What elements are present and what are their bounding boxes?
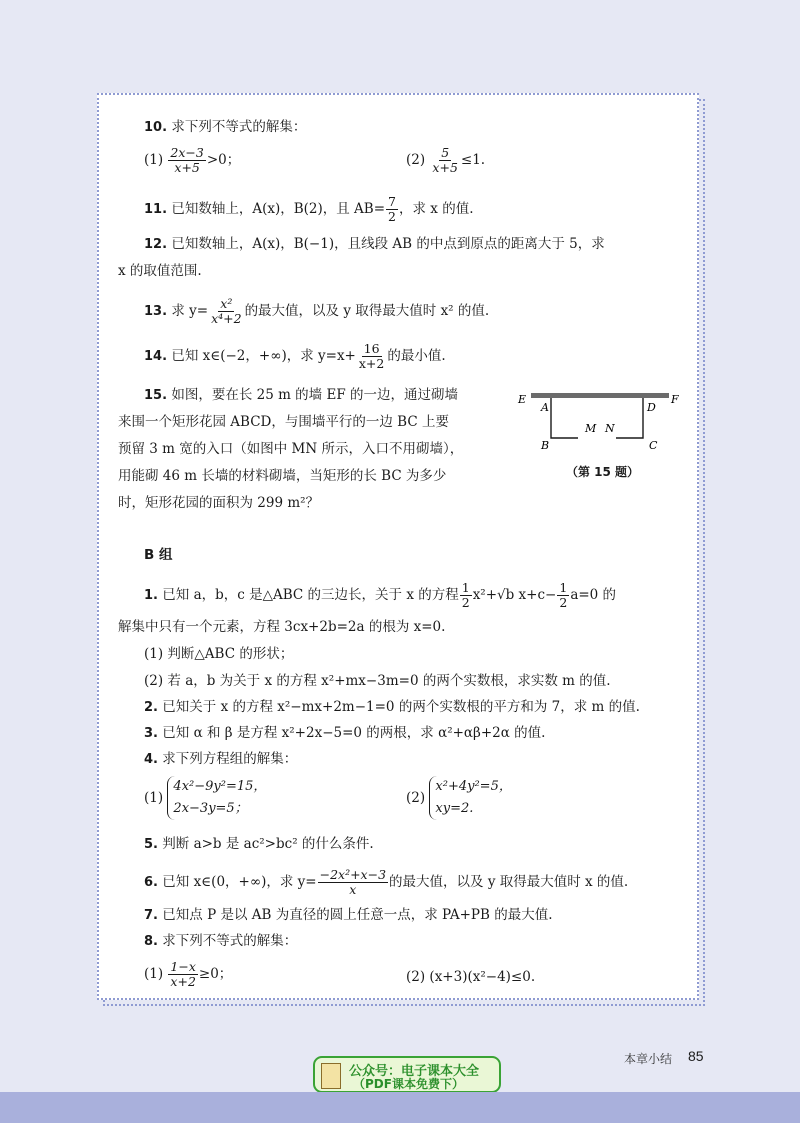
q10-part2: (2) $\frac{5}{x+5}$ ≤1. <box>406 145 486 175</box>
b-q2: 2. 已知关于 x 的方程 x²−mx+2m−1=0 的两个实数根的平方和为 7，求 m 的值. <box>144 699 640 715</box>
q12-line2: x 的取值范围. <box>118 263 202 279</box>
label-b: B <box>541 439 550 452</box>
b-q8-part2: (2) (x+3)(x²−4)≤0. <box>406 969 536 985</box>
b-q4-system2: (2) x²+4y²=5， xy=2. <box>406 776 512 820</box>
book-icon <box>321 1063 341 1089</box>
b-q4-title: 4. 求下列方程组的解集： <box>144 751 298 767</box>
q15-line2: 来围一个矩形花园 ABCD，与围墙平行的一边 BC 上要 <box>118 414 449 430</box>
q15-line1: 15. 如图，要在长 25 m 的墙 EF 的一边，通过砌墙 <box>144 387 458 403</box>
watermark-badge <box>313 1056 501 1093</box>
q10-title: 10. 求下列不等式的解集： <box>144 119 307 135</box>
label-c: C <box>649 439 658 452</box>
watermark-line2: （PDF课本免费下） <box>353 1077 464 1091</box>
label-d: D <box>647 401 656 414</box>
b-q6: 6. 已知 x∈(0，+∞)，求 y= $\frac{\text{−2x²+x−3}}{x}$ 的最大值，以及 y 取得最大值时 x 的值. <box>144 867 629 897</box>
b-q8-part1: (1) $\frac{1-x}{x+2}$ ≥0； <box>144 959 233 989</box>
q15-line3: 预留 3 m 宽的入口（如图中 MN 所示，入口不用砌墙）， <box>118 441 464 457</box>
label-e: E <box>518 393 527 406</box>
label-n: N <box>605 422 615 435</box>
b-q1-sub1: (1) 判断△ABC 的形状； <box>144 646 294 662</box>
q13: 13. 求 y= $\frac{\text{x²}}{\text{x⁴+2}}$ 的最大值，以及 y 取得最大值时 x² 的值. <box>144 296 490 326</box>
chapter-label: 本章小结 <box>624 1052 673 1066</box>
q15-line4: 用能砌 46 m 长墙的材料砌墙，当矩形的长 BC 为多少 <box>118 468 447 484</box>
label-m: M <box>585 422 597 435</box>
b-q1-line2: 解集中只有一个元素，方程 3cx+2b=2a 的根为 x=0. <box>118 619 446 635</box>
b-q4-system1: (1) 4x²−9y²=15， 2x−3y=5； <box>144 776 266 820</box>
q10-part1: (1) $\frac{2x-3}{x+5}$ >0； <box>144 145 241 175</box>
b-q7: 7. 已知点 P 是以 AB 为直径的圆上任意一点，求 PA+PB 的最大值. <box>144 907 553 923</box>
wall-right <box>616 398 643 438</box>
b-q8-title: 8. 求下列不等式的解集： <box>144 933 298 949</box>
b-group-heading: B 组 <box>144 547 173 563</box>
label-a: A <box>541 401 549 414</box>
footer-band <box>0 1092 800 1123</box>
q12-line1: 12. 已知数轴上，A(x)，B(−1)，且线段 AB 的中点到原点的距离大于 5，求 <box>144 236 605 252</box>
figure-caption: （第 15 题） <box>566 465 640 479</box>
q15-line5: 时，矩形花园的面积为 299 m²？ <box>118 495 320 511</box>
page-number: 85 <box>688 1048 704 1064</box>
b-q1-sub2: (2) 若 a，b 为关于 x 的方程 x²+mx−3m=0 的两个实数根，求实数 m 的值. <box>144 673 611 689</box>
label-f: F <box>671 393 679 406</box>
b-q1-line1: 1. 已知 a，b，c 是△ABC 的三边长，关于 x 的方程 $\frac{1}{2}$ x²+√b x+c− $\frac{1}{2}$ a=0 的 <box>144 580 617 610</box>
b-q3: 3. 已知 α 和 β 是方程 x²+2x−5=0 的两根，求 α²+αβ+2α 的值. <box>144 725 546 741</box>
q14: 14. 已知 x∈(−2，+∞)，求 y=x+ $\frac{16}{x+2}$ 的最小值. <box>144 341 446 371</box>
wall-left <box>551 398 578 438</box>
content-card <box>97 93 699 1000</box>
b-q5: 5. 判断 a>b 是 ac²>bc² 的什么条件. <box>144 836 374 852</box>
q11: 11. 已知数轴上，A(x)，B(2)，且 AB= $\frac{7}{2}$ ，求 x 的值. <box>144 194 474 224</box>
wall-ef <box>531 393 669 398</box>
watermark-line1: 公众号：电子课本大全 <box>349 1064 480 1079</box>
